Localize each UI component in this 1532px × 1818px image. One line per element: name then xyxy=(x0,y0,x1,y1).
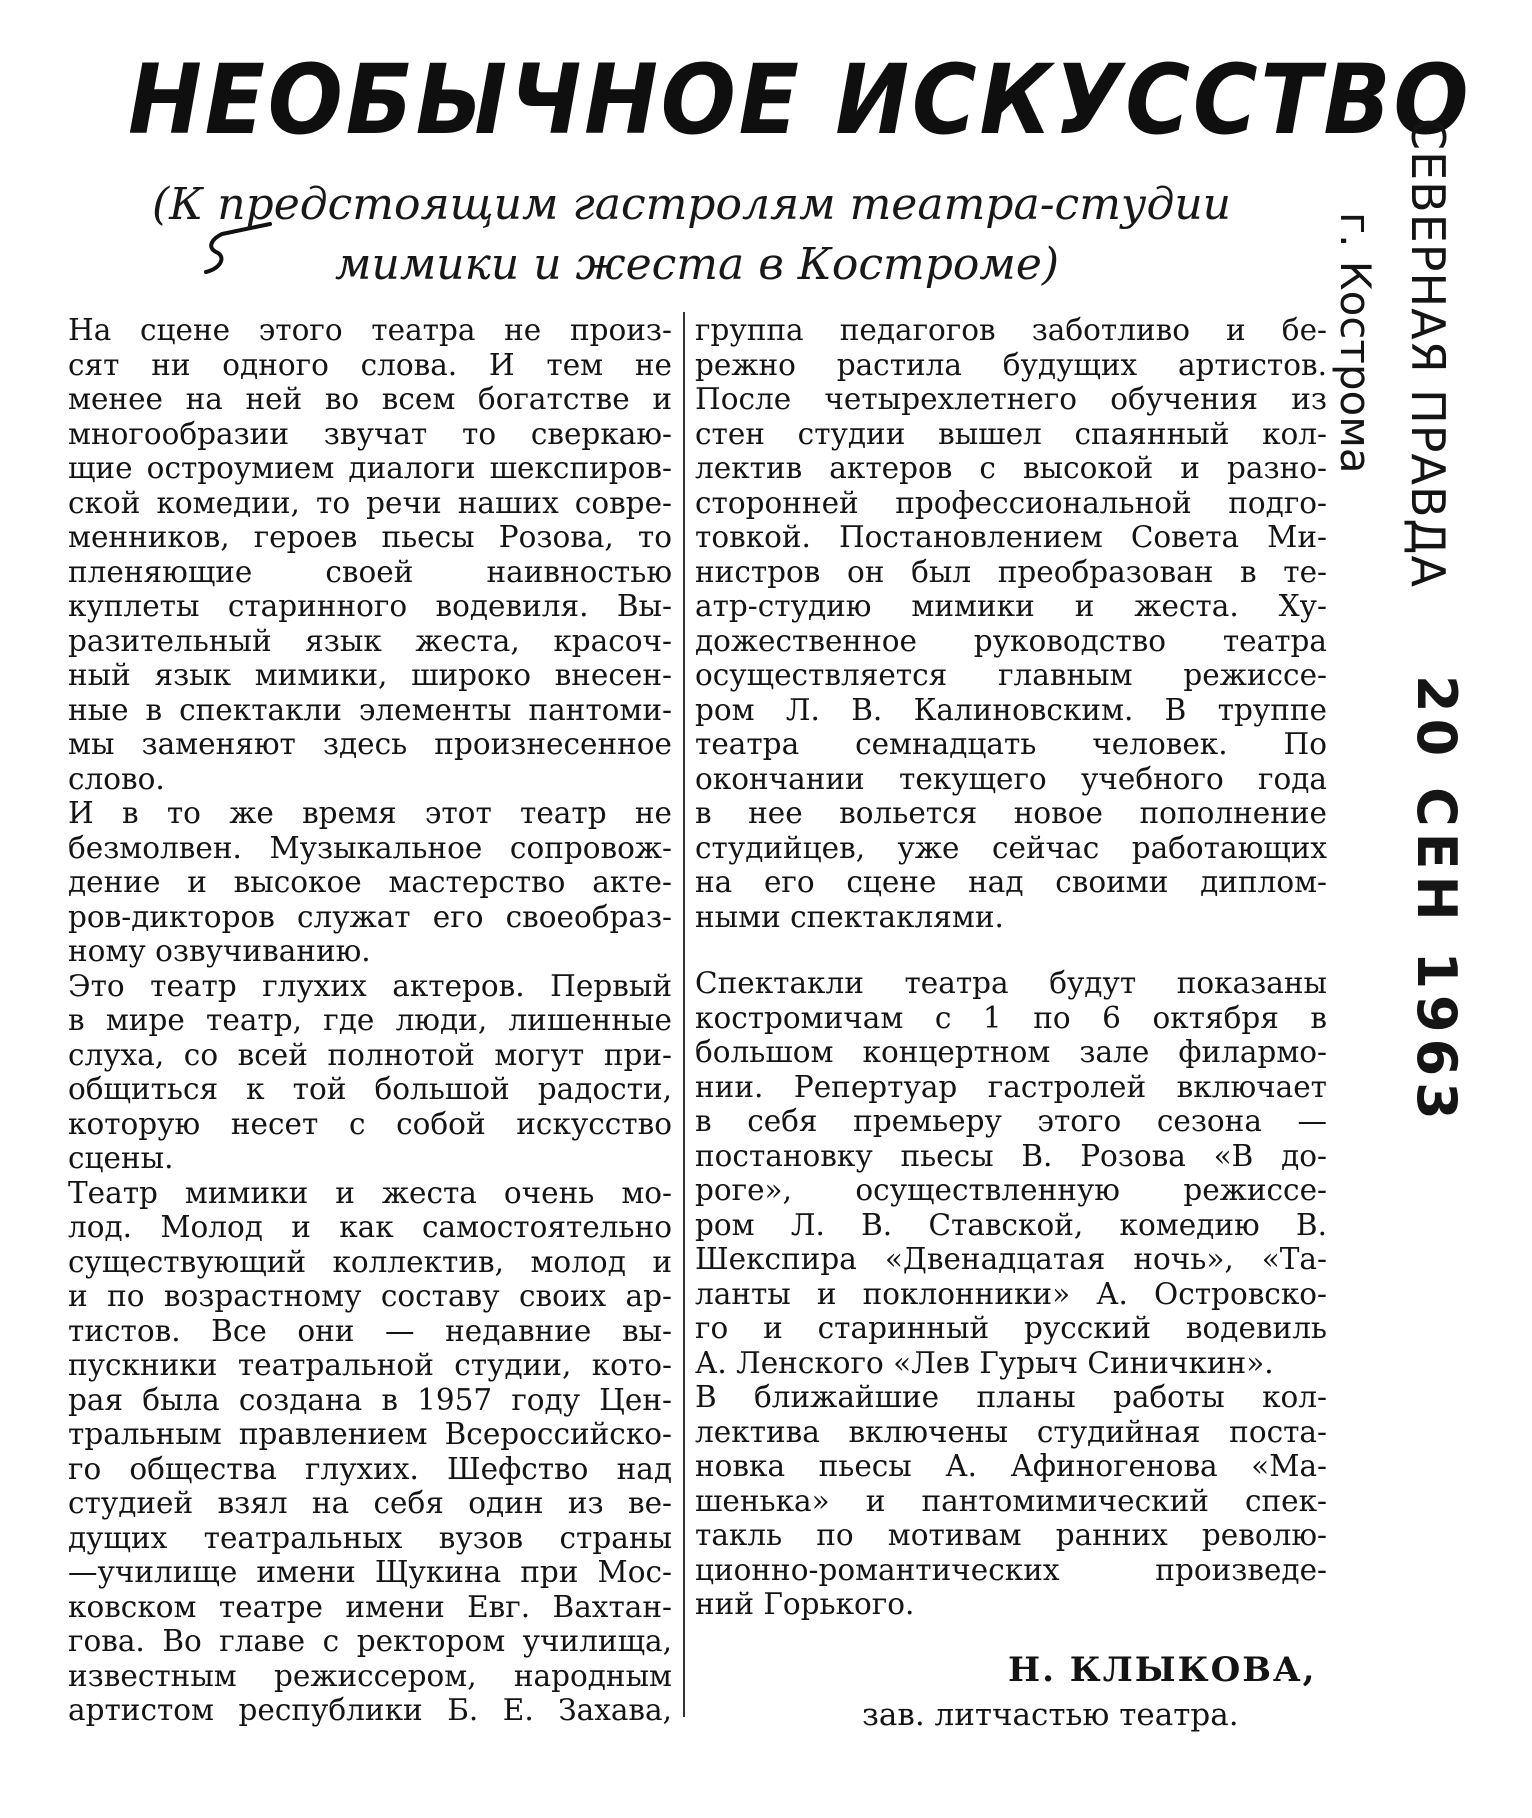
text-line: менее на ней во всем богатстве и xyxy=(68,382,672,416)
text-line: общиться к той большой радости, xyxy=(68,1072,672,1106)
text-line: ской комедии, то речи наших совре- xyxy=(68,485,672,520)
text-line: щие остроумием диалоги шекспиров- xyxy=(68,451,672,485)
text-line: ными спектаклями. xyxy=(695,899,1004,934)
text-line: которую несет с собой искусство xyxy=(68,1106,672,1141)
text-line: ковском театре имени Евг. Вахтан- xyxy=(68,1589,672,1624)
text-line: ные в спектакли элементы пантоми- xyxy=(68,692,672,727)
text-line: рая была создана в 1957 году Цен- xyxy=(68,1382,672,1417)
text-line: окончании текущего учебного года xyxy=(695,761,1327,796)
text-line: тральным правлением Всероссийско- xyxy=(68,1417,672,1451)
text-line: менников, героев пьесы Розова, то xyxy=(68,520,672,554)
text-line: Спектакли театра будут показаны xyxy=(695,966,1327,1000)
column-divider xyxy=(683,312,685,1717)
text-line: ний Горького. xyxy=(695,1587,915,1621)
text-line: костромичам с 1 по 6 октября в xyxy=(695,1000,1327,1035)
text-line: новка пьесы А. Афиногенова «Ма- xyxy=(695,1449,1327,1483)
text-line: го и старинный русский водевиль xyxy=(695,1311,1327,1345)
subheadline-line-2: мимики и жеста в Костроме) xyxy=(335,239,1060,290)
text-line: пленяющие своей наивностью xyxy=(68,554,672,589)
text-line: существующий коллектив, молод и xyxy=(68,1244,672,1279)
text-line: разительный язык жеста, красоч- xyxy=(68,623,672,658)
text-line: нистров он был преобразован в те- xyxy=(695,554,1327,589)
text-line: куплеты старинного водевиля. Вы- xyxy=(68,589,672,623)
newspaper-stamp-city: г. Кострома xyxy=(1331,212,1380,474)
text-line: слово. xyxy=(68,761,165,796)
text-line: многообразии звучат то сверкаю- xyxy=(68,416,672,451)
text-line: сят ни одного слова. И тем не xyxy=(68,347,672,382)
author-name: Н. КЛЫКОВА, xyxy=(1008,1650,1317,1690)
text-line: тистов. Все они — недавние вы- xyxy=(68,1313,672,1348)
text-line: лод. Молод и как самостоятельно xyxy=(68,1210,672,1244)
text-line: Театр мимики и жеста очень мо- xyxy=(68,1175,672,1210)
text-line: лектива включены студийная поста- xyxy=(695,1414,1327,1449)
text-line: в нее вольется новое пополнение xyxy=(695,796,1327,830)
article-column-left xyxy=(68,313,672,1728)
text-line: ров-дикторов служат его своеобраз- xyxy=(68,899,672,934)
text-line: атр-студию мимики и жеста. Ху- xyxy=(695,589,1327,623)
text-line: ционно-романтических произведе- xyxy=(695,1552,1327,1587)
text-line: И в то же время этот театр не xyxy=(68,796,672,830)
newspaper-stamp-name: СЕВЕРНАЯ ПРАВДА xyxy=(1401,118,1455,588)
text-line: товкой. Постановлением Совета Ми- xyxy=(695,520,1327,554)
text-line: ланты и поклонники» А. Островско- xyxy=(695,1276,1327,1311)
text-line: осуществляется главным режиссе- xyxy=(695,658,1327,692)
text-line: ром Л. В. Калиновским. В труппе xyxy=(695,692,1327,727)
text-line: мы заменяют здесь произнесенное xyxy=(68,727,672,761)
text-line: известным режиссером, народным xyxy=(68,1658,672,1693)
text-line: сторонней профессиональной подго- xyxy=(695,485,1327,520)
text-line: в себя премьеру этого сезона — xyxy=(695,1104,1327,1138)
text-line: ром Л. В. Ставской, комедию В. xyxy=(695,1207,1327,1242)
text-line: роге», осуществленную режиссе- xyxy=(695,1173,1327,1207)
text-line: театра семнадцать человек. По xyxy=(695,727,1327,761)
text-line: После четырехлетнего обучения из xyxy=(695,382,1327,416)
text-line: лектив актеров с высокой и разно- xyxy=(695,451,1327,485)
text-line: дение и высокое мастерство акте- xyxy=(68,865,672,899)
text-line: слуха, со всей полнотой могут при- xyxy=(68,1037,672,1072)
newspaper-stamp-date: 20 СЕН 1963 xyxy=(1405,675,1468,1126)
text-line: А. Ленского «Лев Гурыч Синичкин». xyxy=(695,1345,1274,1380)
text-line: постановку пьесы В. Розова «В до- xyxy=(695,1138,1327,1173)
text-line: студийцев, уже сейчас работающих xyxy=(695,830,1327,865)
article-headline: НЕОБЫЧНОЕ ИСКУССТВО xyxy=(128,44,1472,156)
text-line: группа педагогов заботливо и бе- xyxy=(695,313,1327,347)
text-line: на его сцене над своими диплом- xyxy=(695,865,1327,899)
text-line: большом концертном зале филармо- xyxy=(695,1035,1327,1069)
text-line: Шекспира «Двенадцатая ночь», «Та- xyxy=(695,1242,1327,1276)
text-line: ный язык мимики, широко внесен- xyxy=(68,658,672,692)
text-line: нии. Репертуар гастролей включает xyxy=(695,1069,1327,1104)
text-line: в мире театр, где люди, лишенные xyxy=(68,1003,672,1037)
text-line: —училище имени Щукина при Мос- xyxy=(68,1555,672,1589)
text-line: Это театр глухих актеров. Первый xyxy=(68,968,672,1003)
text-line: безмолвен. Музыкальное сопровож- xyxy=(68,830,672,865)
text-line: В ближайшие планы работы кол- xyxy=(695,1380,1327,1414)
article-column-right xyxy=(695,313,1327,1622)
text-line: стен студии вышел спаянный кол- xyxy=(695,416,1327,451)
subheadline-line-1: (К предстоящим гастролям театра-студии xyxy=(152,179,1232,230)
text-line: шенька» и пантомимический спек- xyxy=(695,1483,1327,1518)
text-line: гова. Во главе с ректором училища, xyxy=(68,1624,672,1658)
text-line: такль по мотивам ранних револю- xyxy=(695,1518,1327,1552)
text-line: дожественное руководство театра xyxy=(695,623,1327,658)
text-line: режно растила будущих артистов. xyxy=(695,347,1327,382)
text-line: На сцене этого театра не произ- xyxy=(68,313,672,347)
text-line: студией взял на себя один из ве- xyxy=(68,1486,672,1520)
text-line: го общества глухих. Шефство над xyxy=(68,1451,672,1486)
author-role: зав. литчастью театра. xyxy=(862,1697,1239,1733)
text-line: ному озвучиванию. xyxy=(68,934,371,968)
text-line: сцены. xyxy=(68,1141,174,1175)
text-line: и по возрастному составу своих ар- xyxy=(68,1279,672,1313)
text-line: артистом республики Б. Е. Захава, xyxy=(68,1693,672,1727)
text-line: дущих театральных вузов страны xyxy=(68,1520,672,1555)
text-line: пускники театральной студии, кото- xyxy=(68,1348,672,1382)
